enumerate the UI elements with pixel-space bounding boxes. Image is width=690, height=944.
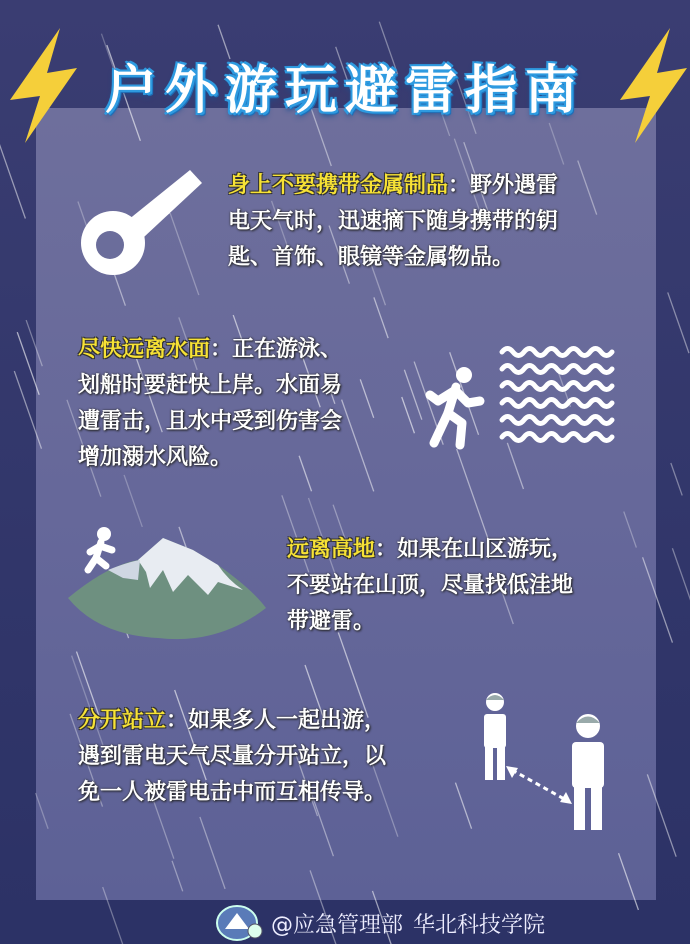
key-icon	[78, 165, 208, 280]
tip-text: 遇到雷电天气尽量分开站立，以	[78, 744, 387, 769]
runner-icon	[420, 365, 495, 450]
watermark-text	[271, 908, 545, 939]
tip-text: ：正在游泳、	[210, 337, 343, 362]
tip-text: 增加溺水风险。	[78, 445, 233, 470]
tip-heading: 尽快远离水面	[78, 337, 211, 362]
rain-streak	[507, 443, 523, 489]
rain-streak	[619, 853, 639, 910]
tip-text: 遭雷击，且水中受到伤害会	[78, 409, 343, 434]
wave-line	[502, 366, 612, 373]
tip-text: ：如果在山区游玩，	[375, 537, 574, 562]
rain-streak	[457, 449, 490, 542]
separated-people-icon	[470, 688, 620, 833]
rain-streak	[647, 774, 676, 856]
weibo-handle: @应急管理部	[271, 912, 404, 938]
tip-heading: 身上不要携带金属制品	[228, 173, 449, 198]
tip-text: ：如果多人一起出游，	[166, 708, 387, 733]
wave-line	[502, 417, 612, 424]
tip-heading: 分开站立	[78, 708, 167, 733]
waves-icon	[498, 342, 618, 447]
tip-heading: 远离高地	[287, 537, 376, 562]
tip-text: 带避雷。	[287, 609, 376, 634]
tip-water	[78, 332, 418, 476]
tip-text: 电天气时，迅速摘下随身携带的钥	[228, 209, 559, 234]
mountain-climber-icon	[68, 520, 268, 645]
rain-streak	[643, 557, 673, 642]
rain-streak	[17, 332, 39, 395]
tip-separate	[78, 703, 458, 811]
wave-line	[502, 383, 612, 390]
school-logo-icon	[215, 905, 263, 941]
tip-text: 不要站在山顶，尽量找低洼地	[287, 573, 574, 598]
wave-line	[502, 349, 612, 356]
page-title: 户外游玩避雷指南	[104, 61, 585, 121]
wave-line	[502, 434, 612, 441]
org-name: 华北科技学院	[413, 912, 546, 938]
tip-text: ：野外遇雷	[448, 173, 559, 198]
rain-streak	[668, 292, 689, 353]
tip-text: 匙、首饰、眼镜等金属物品。	[228, 245, 515, 270]
rain-streak	[672, 548, 690, 601]
rain-streak	[200, 817, 225, 889]
tip-text: 免一人被雷电击中而互相传导。	[78, 780, 387, 805]
watermark	[215, 905, 545, 941]
tip-highland	[287, 532, 637, 640]
rain-streak	[549, 123, 564, 165]
rain-streak	[0, 139, 25, 218]
rain-streak	[172, 861, 183, 891]
rain-streak	[14, 371, 41, 449]
tip-text: 划船时要赶快上岸。水面易	[78, 373, 343, 398]
rain-streak	[671, 463, 682, 495]
rain-streak	[36, 793, 49, 829]
rain-streak	[103, 887, 124, 944]
rain-streak	[26, 320, 42, 366]
tip-metal	[228, 168, 628, 276]
wave-line	[502, 400, 612, 407]
